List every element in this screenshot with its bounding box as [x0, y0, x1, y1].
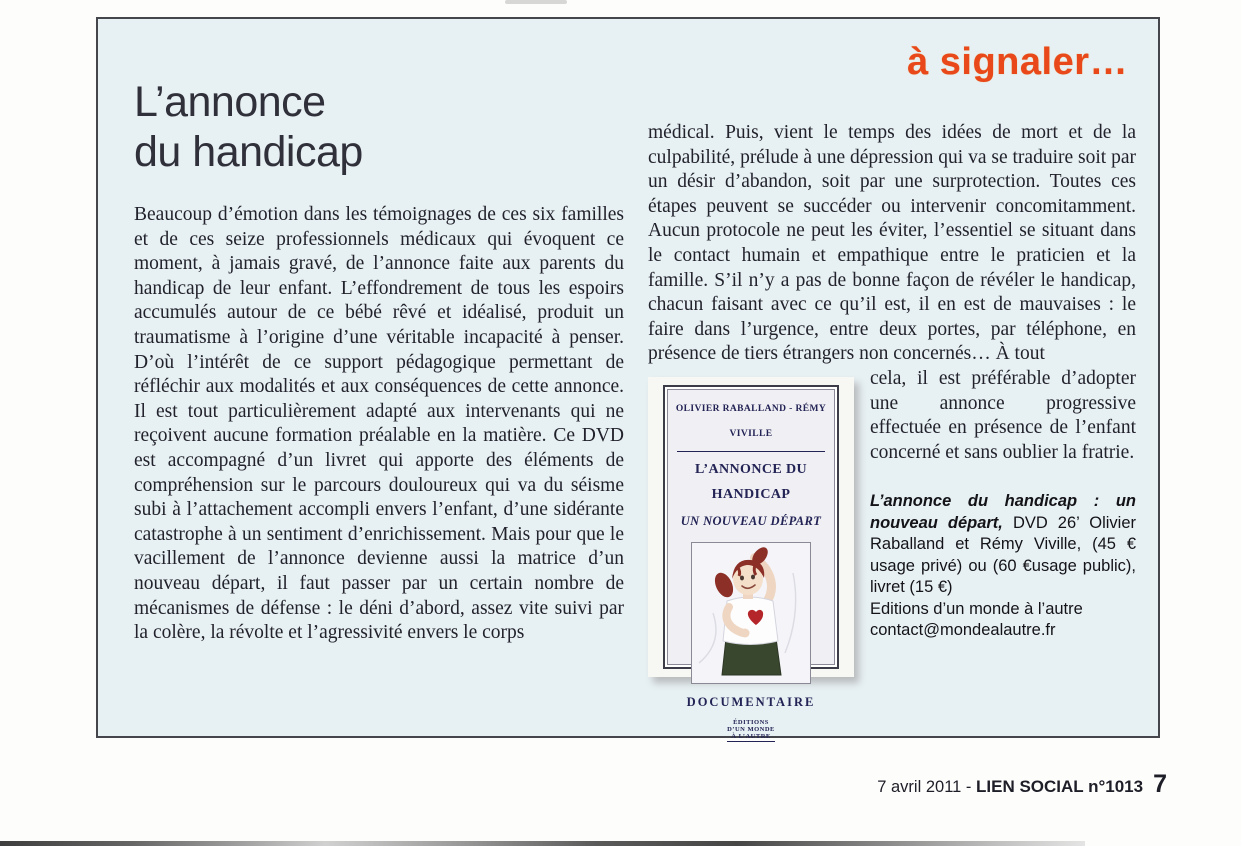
article-title-line1: L’annonce [134, 78, 326, 126]
scan-artifact-bottom [0, 841, 1085, 846]
magazine-page-frame [96, 17, 1160, 738]
article-title [134, 77, 363, 177]
girl-illustration [691, 542, 811, 684]
dvd-publisher-line1: ÉDITIONS [733, 718, 769, 726]
scan-artifact-top [505, 0, 567, 4]
dvd-cover-rule [677, 451, 825, 452]
article-title-line2: du handicap [134, 128, 363, 176]
article-column-left: Beaucoup d’émotion dans les témoignages de ces six familles et de ces seize professionnels médicaux qui évoquent ce moment, à jamais gravé, de l’annonce faite aux parents du handicap de leur enfant. L’effondrement de tous les espoirs accumulés autour de ce bébé rêvé et idéalisé, produit un traumatisme à l’origine d’une véritable incapacité à penser. D’où l’intérêt de ce support pédagogique permettant de réfléchir aux modalités et aux conséquences de cette annonce. Il est tout particulièrement adapté aux intervenants qui ne reçoivent aucune formation préalable en la matière. Ce DVD est accompagné d’un livret qui apporte des éléments de compréhension sur le parcours douloureux qui va du séisme subi à l’attachement accompli envers l’enfant, d’une sidérante catastrophe à un sentiment d’enrichissement. Mais pour que le vacillement de l’annonce devienne aussi la matrice d’un nouveau départ, il faut passer par un certain nombre de mécanismes de défense : le déni d’abord, assez vite suivi par la colère, la révolte et l’agressivité envers le corps [134, 204, 624, 644]
caption-title: L’annonce du handicap : un nouveau départ, [870, 492, 1136, 532]
dvd-cover-title: L’ANNONCE DU HANDICAP [694, 462, 807, 502]
dvd-publisher-line2: D’UN MONDE [727, 725, 775, 733]
caption-publisher: Editions d’un monde à l’autre [870, 599, 1083, 618]
girl-illustration-drawing [693, 543, 809, 681]
footer-magazine-name: LIEN SOCIAL n°1013 [976, 777, 1144, 796]
dvd-publisher-line3: À L’AUTRE [731, 732, 771, 740]
caption-contact-email: contact@mondealautre.fr [870, 621, 1056, 640]
section-header: à signaler… [907, 41, 1128, 83]
page-footer [877, 770, 1167, 799]
dvd-cover-image [648, 377, 854, 740]
dvd-cover [663, 385, 839, 740]
dvd-cover-genre: DOCUMENTAIRE [686, 694, 816, 709]
footer-page-number: 7 [1153, 770, 1167, 798]
dvd-cover-subtitle: UN NOUVEAU DÉPART [680, 514, 822, 529]
article-paragraph-right-top: médical. Puis, vient le temps des idées de mort et de la culpabilité, prélude à une dépression qui va se traduire soit par un désir d’abandon, soit par une surprotection. Toutes ces étapes peuvent se succéder ou intervenir concomitamment. Aucun protocole ne peut les éviter, l’essentiel se situant dans le contact humain et empathique entre le praticien et la famille. S’il n’y a pas de bonne façon de révéler le handicap, chacun faisant avec ce qu’il est, il en est de mauvaises : le faire dans l’urgence, entre deux portes, par téléphone, en présence de tiers étrangers non concernés… À tout [648, 122, 1136, 365]
caption-details: DVD 26’ Olivier Raballand et Rémy Viville, (45 € usage privé) ou (60 €usage public), livret (15 €) [870, 513, 1137, 597]
footer-date: 7 avril 2011 - [877, 778, 976, 796]
dvd-cover-authors: OLIVIER RABALLAND - RÉMY VIVILLE [675, 403, 827, 439]
article-paragraph-right-wrap: cela, il est préférable d’adopter une annonce progressive effectuée en présence de l’enfant concerné et sans oublier la fratrie. [870, 367, 1136, 463]
dvd-publisher-logo [727, 719, 775, 742]
article-column-right [648, 121, 1137, 740]
